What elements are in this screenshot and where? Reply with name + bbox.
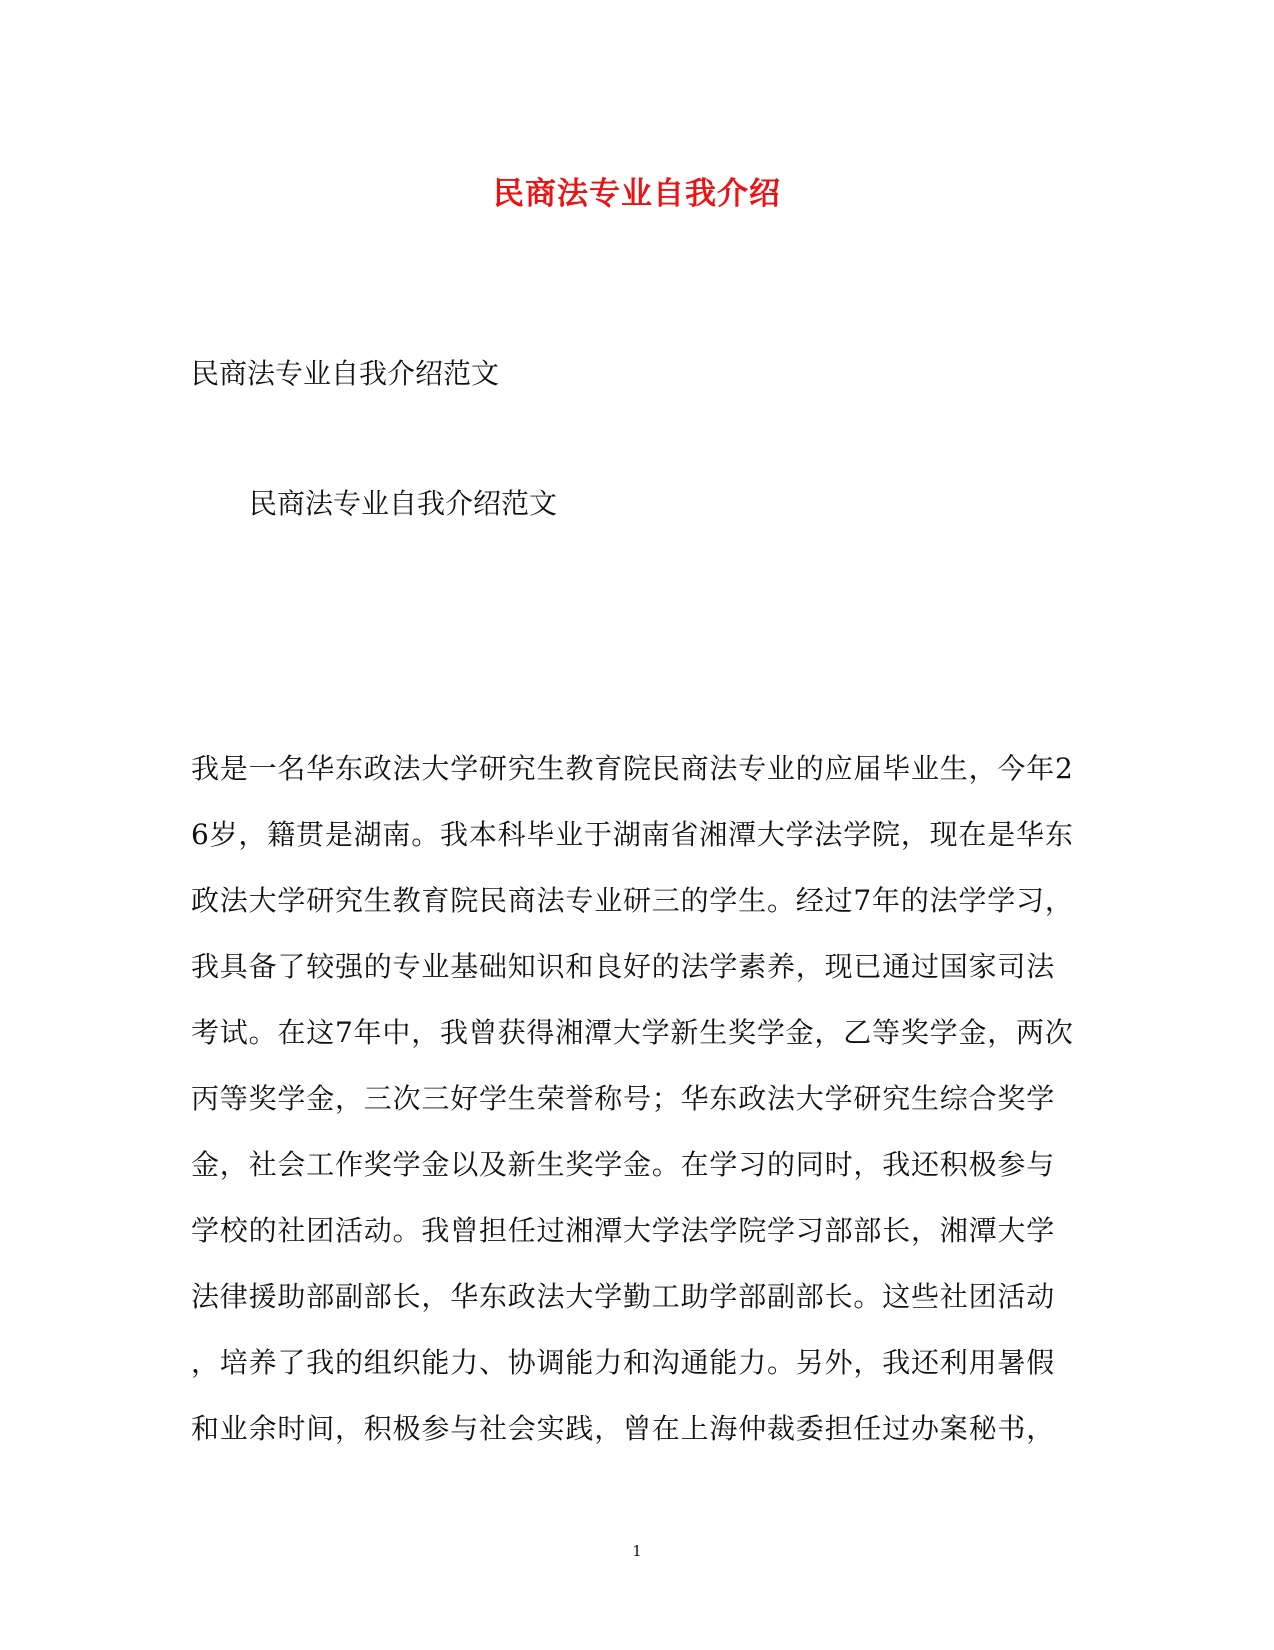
body-line: 和业余时间，积极参与社会实践，曾在上海仲裁委担任过办案秘书，: [191, 1412, 1056, 1445]
page-number: 1: [632, 1542, 642, 1560]
heading-indented: 民商法专业自我介绍范文: [249, 487, 558, 520]
body-line: 法律援助部副部长，华东政法大学勤工助学部副部长。这些社团活动: [191, 1280, 1056, 1313]
heading-primary: 民商法专业自我介绍范文: [191, 357, 500, 390]
document-title: 民商法专业自我介绍: [493, 176, 781, 212]
body-line: 6岁，籍贯是湖南。我本科毕业于湖南省湘潭大学法学院，现在是华东: [191, 818, 1074, 851]
body-line: 我是一名华东政法大学研究生教育院民商法专业的应届毕业生，今年2: [191, 752, 1074, 785]
body-line: ，培养了我的组织能力、协调能力和沟通能力。另外，我还利用暑假: [191, 1346, 1056, 1379]
body-paragraph: [191, 736, 1081, 1462]
body-line: 考试。在这7年中，我曾获得湘潭大学新生奖学金，乙等奖学金，两次: [191, 1016, 1074, 1049]
body-line: 丙等奖学金，三次三好学生荣誉称号；华东政法大学研究生综合奖学: [191, 1082, 1056, 1115]
body-line: 我具备了较强的专业基础知识和良好的法学素养，现已通过国家司法: [191, 950, 1056, 983]
body-line: 学校的社团活动。我曾担任过湘潭大学法学院学习部部长，湘潭大学: [191, 1214, 1056, 1247]
body-line: 政法大学研究生教育院民商法专业研三的学生。经过7年的法学学习，: [191, 884, 1074, 917]
body-line: 金，社会工作奖学金以及新生奖学金。在学习的同时，我还积极参与: [191, 1148, 1056, 1181]
